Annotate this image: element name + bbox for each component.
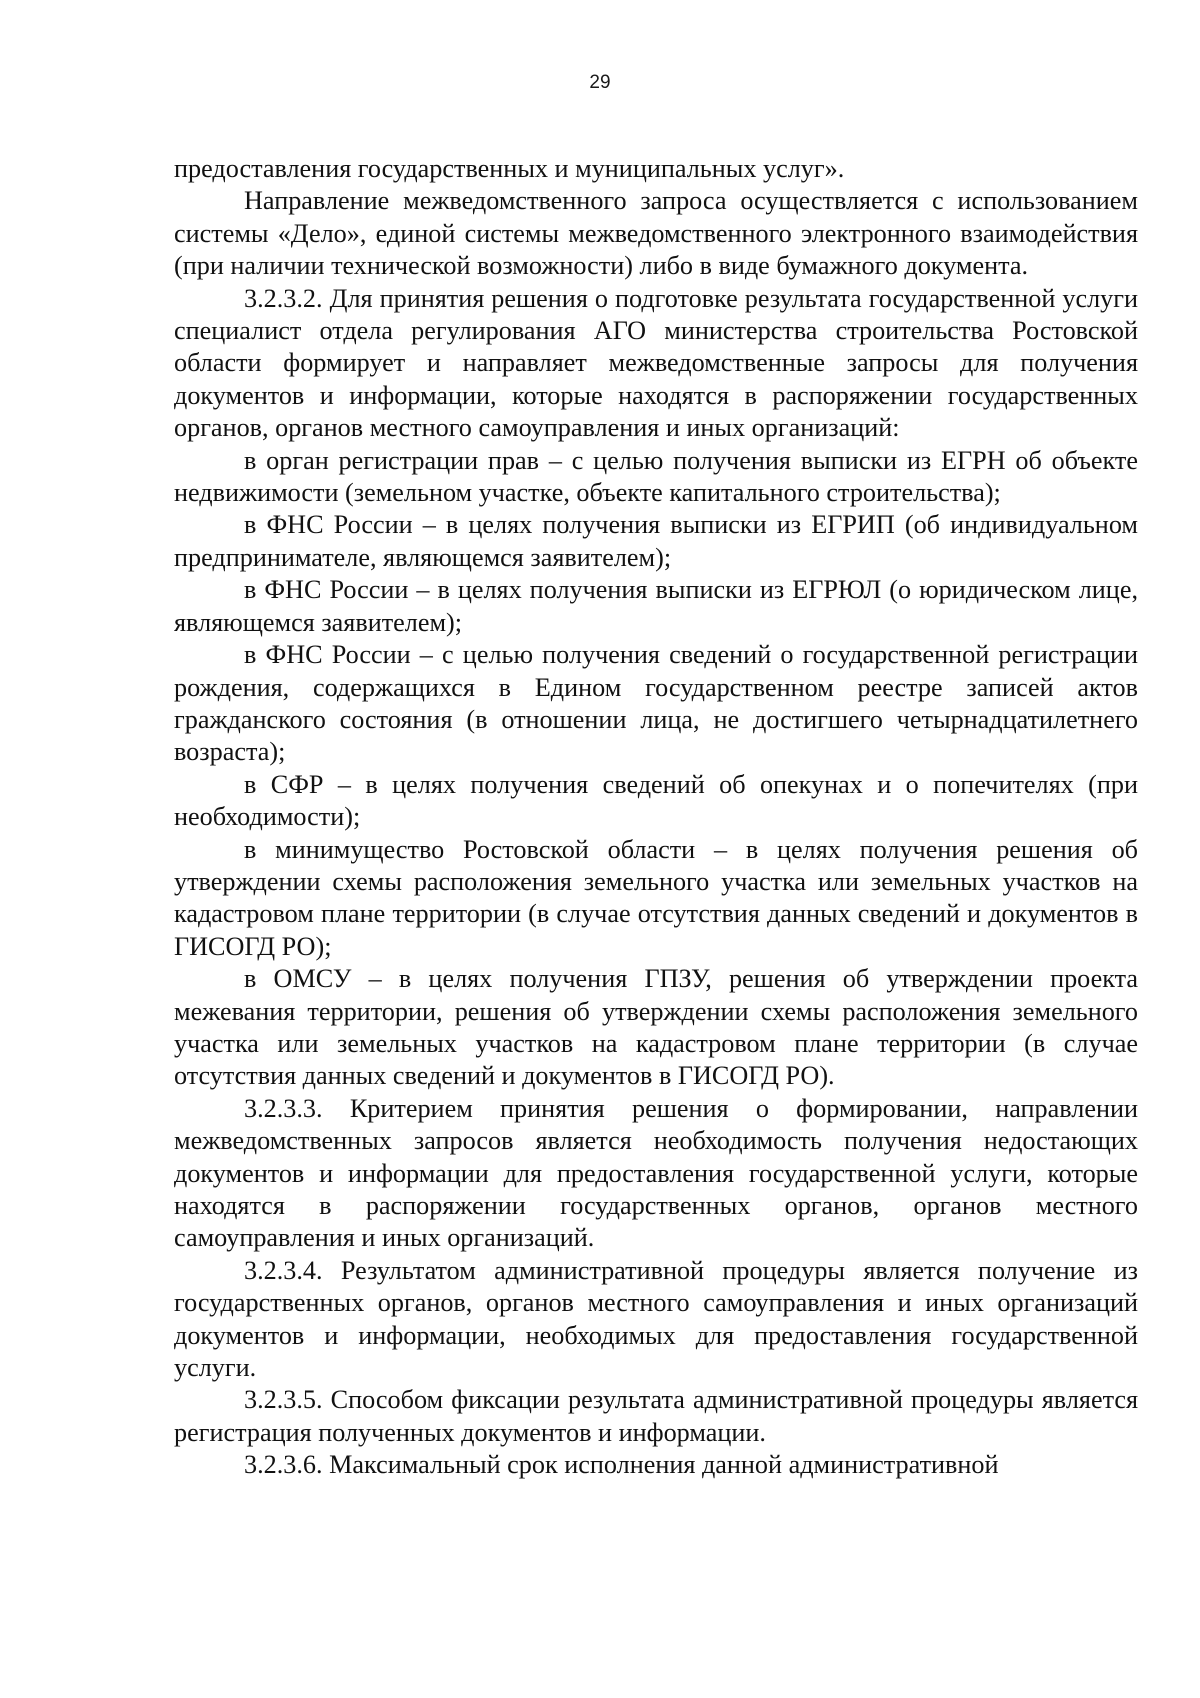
list-item-registration-authority: в орган регистрации прав – с целью получения выписки из ЕГРН об объекте недвижимости (земельном участке, объекте капитального строительства); [174, 445, 1138, 508]
list-item-fns-birth-registration: в ФНС России – с целью получения сведений о государственной регистрации рождения, содержащихся в Едином государственном реестре записей актов гражданского состояния (в отношении лица, не достигшего четырнадцатилетнего возраста); [174, 640, 1138, 767]
paragraph-3-2-3-3: 3.2.3.3. Критерием принятия решения о формировании, направлении межведомственных запросов является необходимость получения недостающих документов и информации для предоставления государственной услуги, которые находятся в распоряжении государственных органов, органов местного самоуправления и иных организаций. [174, 1093, 1138, 1253]
paragraph-continuation: предоставления государственных и муниципальных услуг». [174, 154, 845, 183]
paragraph-3-2-3-6: 3.2.3.6. Максимальный срок исполнения данной административной [244, 1450, 999, 1480]
list-item-fns-egrip: в ФНС России – в целях получения выписки из ЕГРИП (об индивидуальном предпринимателе, являющемся заявителем); [174, 510, 1138, 572]
list-item-fns-egrul: в ФНС России – в целях получения выписки из ЕГРЮЛ (о юридическом лице, являющемся заявителем); [174, 575, 1138, 637]
paragraph-3-2-3-5: 3.2.3.5. Способом фиксации результата административной процедуры является регистрация полученных документов и информации. [174, 1385, 1138, 1447]
paragraph-request-method: Направление межведомственного запроса осуществляется с использованием системы «Дело», единой системы межведомственного электронного взаимодействия (при наличии технической возможности) либо в виде бумажного документа. [174, 186, 1138, 281]
paragraph-3-2-3-4: 3.2.3.4. Результатом административной процедуры является получение из государственных органов, органов местного самоуправления и иных организаций документов и информации, необходимых для предоставления государственной услуги. [174, 1255, 1138, 1383]
document-body [174, 153, 1138, 1482]
list-item-minimushchestvo: в минимущество Ростовской области – в целях получения решения об утверждении схемы расположения земельного участка или земельных участков на кадастровом плане территории (в случае отсутствия данных сведений и документов в ГИСОГД РО); [174, 834, 1138, 961]
paragraph-3-2-3-2: 3.2.3.2. Для принятия решения о подготовке результата государственной услуги специалист отдела регулирования АГО министерства строительства Ростовской области формирует и направляет межведомственные запросы для получения документов и информации, которые находятся в распоряжении государственных органов, органов местного самоуправления и иных организаций: [174, 283, 1138, 443]
list-item-sfr: в СФР – в целях получения сведений об опекунах и о попечителях (при необходимости); [174, 769, 1138, 832]
list-item-omsu: в ОМСУ – в целях получения ГПЗУ, решения об утверждении проекта межевания территории, решения об утверждении схемы расположения земельного участка или земельных участков на кадастровом плане территории (в случае отсутствия данных сведений и документов в ГИСОГД РО). [174, 964, 1138, 1091]
page-number: 29 [589, 72, 611, 93]
